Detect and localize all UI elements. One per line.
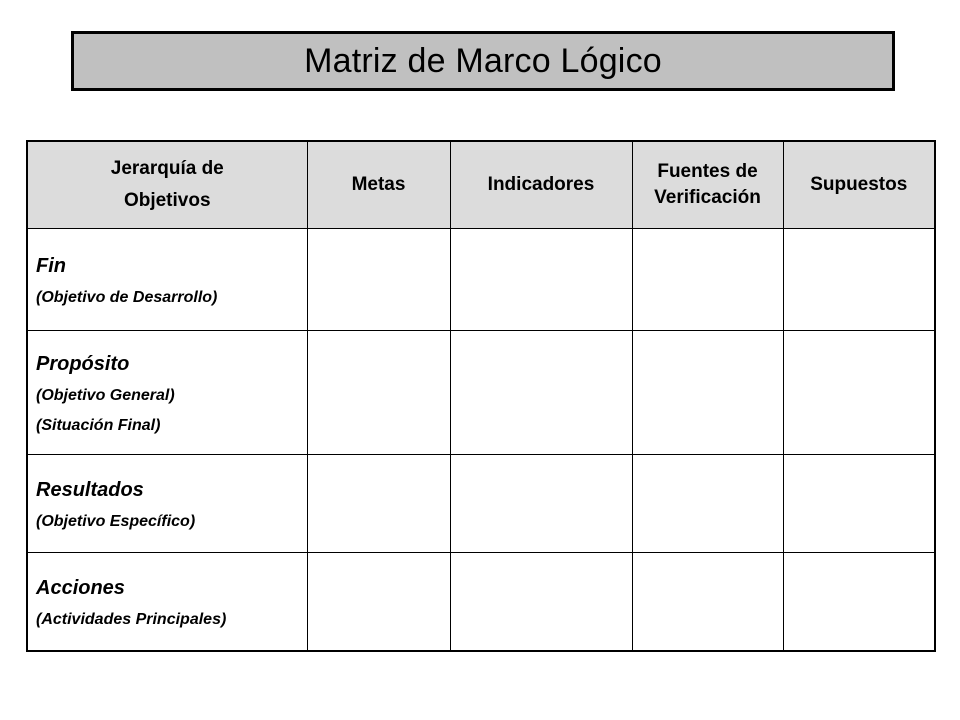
table-row xyxy=(27,330,935,454)
row-level-subtitle: (Objetivo General) xyxy=(36,386,175,404)
cell-metas xyxy=(307,454,450,552)
column-header-indicadores-label: Indicadores xyxy=(487,173,595,195)
cell-fuentes xyxy=(632,454,783,552)
row-level-name: Acciones xyxy=(36,576,125,599)
row-level-name: Resultados xyxy=(36,478,144,501)
cell-metas xyxy=(307,228,450,330)
cell-fuentes xyxy=(632,228,783,330)
column-header-fuentes-line-2: Verificación xyxy=(654,186,761,208)
cell-supuestos xyxy=(783,228,935,330)
table-row xyxy=(27,454,935,552)
cell-metas xyxy=(307,330,450,454)
column-header-indicadores xyxy=(450,141,632,228)
row-level-subtitle: (Situación Final) xyxy=(36,416,161,434)
title-box xyxy=(71,31,895,91)
cell-fuentes xyxy=(632,552,783,651)
table-row xyxy=(27,552,935,651)
row-level-name: Propósito xyxy=(36,352,130,375)
cell-indicadores xyxy=(450,454,632,552)
column-header-jerarquia xyxy=(27,141,307,228)
table-row xyxy=(27,228,935,330)
row-level-subtitle: (Objetivo Específico) xyxy=(36,512,196,530)
cell-indicadores xyxy=(450,330,632,454)
header-row xyxy=(27,141,935,228)
cell-indicadores xyxy=(450,228,632,330)
row-level-fin xyxy=(27,228,307,330)
logical-framework-matrix xyxy=(26,140,936,652)
column-header-metas xyxy=(307,141,450,228)
column-header-supuestos xyxy=(783,141,935,228)
row-level-resultados xyxy=(27,454,307,552)
column-header-jerarquia-line-2: Objetivos xyxy=(123,189,211,211)
page-title: Matriz de Marco Lógico xyxy=(304,41,662,80)
cell-fuentes xyxy=(632,330,783,454)
cell-supuestos xyxy=(783,552,935,651)
row-level-name: Fin xyxy=(36,254,66,277)
column-header-jerarquia-line-1: Jerarquía de xyxy=(110,157,224,179)
cell-indicadores xyxy=(450,552,632,651)
row-level-acciones xyxy=(27,552,307,651)
cell-supuestos xyxy=(783,454,935,552)
cell-supuestos xyxy=(783,330,935,454)
row-level-subtitle: (Objetivo de Desarrollo) xyxy=(36,288,218,306)
row-level-proposito xyxy=(27,330,307,454)
column-header-supuestos-label: Supuestos xyxy=(810,173,908,195)
column-header-fuentes xyxy=(632,141,783,228)
row-level-subtitle: (Actividades Principales) xyxy=(36,610,227,628)
column-header-metas-label: Metas xyxy=(351,173,406,195)
column-header-fuentes-line-1: Fuentes de xyxy=(657,160,758,182)
cell-metas xyxy=(307,552,450,651)
